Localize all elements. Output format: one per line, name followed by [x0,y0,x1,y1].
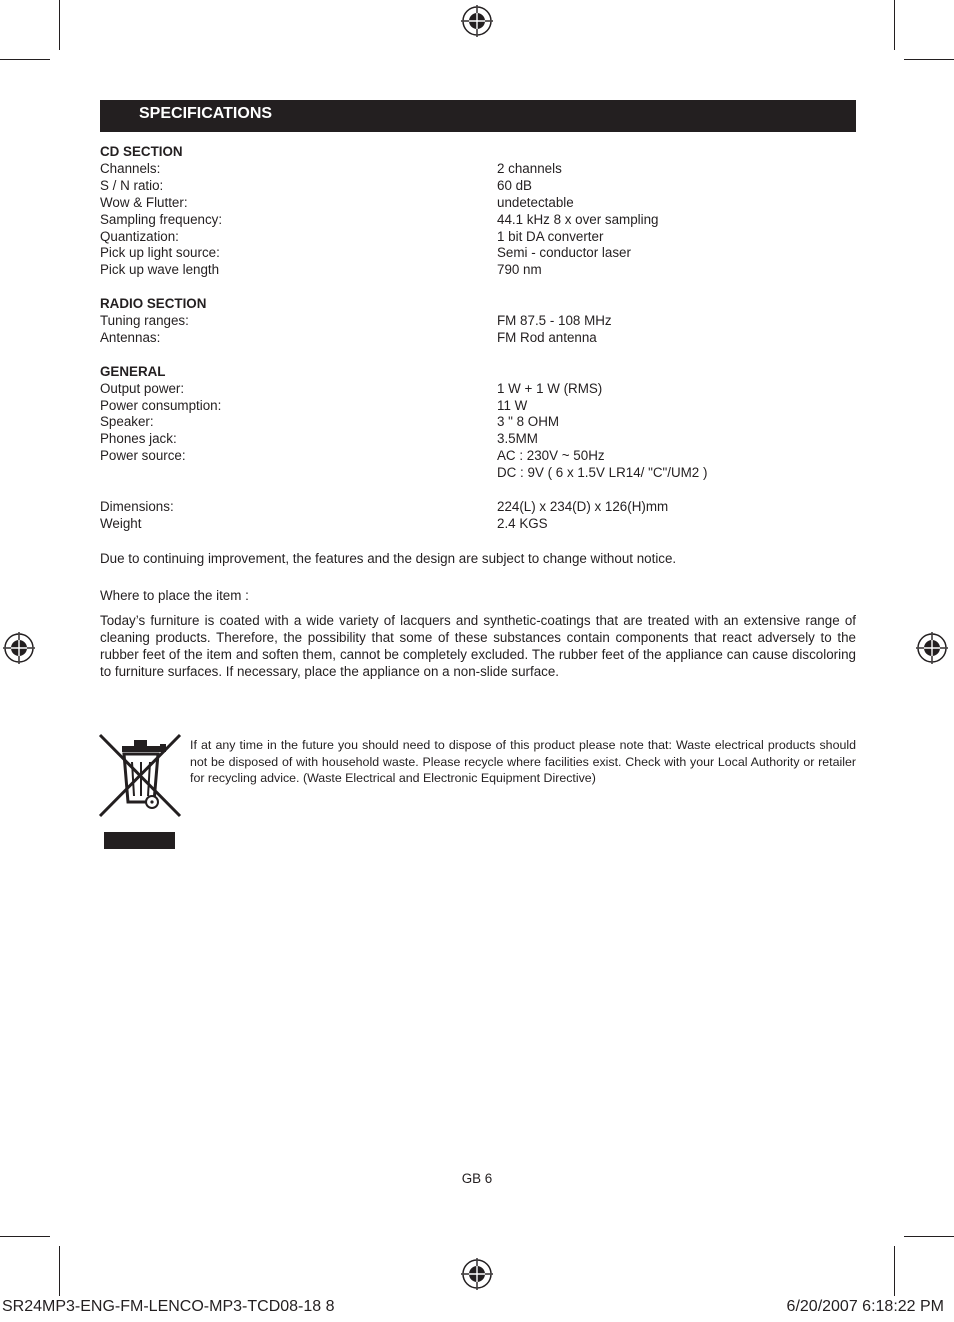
registration-mark-icon [3,632,35,664]
spec-value: FM 87.5 - 108 MHz [497,313,612,329]
specifications-list [100,144,856,533]
registration-mark-icon [461,5,493,37]
spec-label: Speaker: [100,414,154,430]
spec-value: 224(L) x 234(D) x 126(H)mm [497,498,669,514]
spec-row [100,330,856,347]
spec-value: 1 W + 1 W (RMS) [497,380,603,396]
spec-value: 60 dB [497,177,532,193]
section-header-bar [100,100,856,132]
placement-heading: Where to place the item : [100,588,249,603]
page-number: GB 6 [461,1171,493,1186]
spec-label: Tuning ranges: [100,313,189,329]
radio-section-heading: RADIO SECTION [100,296,207,312]
spec-row [100,212,856,229]
spec-label [100,465,497,482]
spec-value: 2.4 KGS [497,515,548,531]
crop-mark [0,59,50,60]
spec-value: 44.1 kHz 8 x over sampling [497,211,659,227]
spec-row [100,381,856,398]
spec-row [100,245,856,262]
change-notice: Due to continuing improvement, the features and the design are subject to change without notice. [100,551,677,566]
spec-value: Semi - conductor laser [497,245,631,261]
spec-value: 11 W [497,397,528,413]
registration-mark-icon [916,632,948,664]
spec-row [100,465,856,482]
crop-mark [904,59,954,60]
print-slug-timestamp: 6/20/2007 6:18:22 PM [786,1298,944,1315]
spec-row [100,516,856,533]
spec-label: Sampling frequency: [100,211,223,227]
cd-section-heading: CD SECTION [100,144,183,159]
spec-label: Power source: [100,448,186,464]
registration-mark-icon [461,1258,493,1290]
spec-label: Pick up light source: [100,245,220,261]
spec-label: Quantization: [100,228,179,244]
spec-label: Wow & Flutter: [100,194,188,210]
placement-paragraph: Today’s furniture is coated with a wide variety of lacquers and synthetic-coatings that are treated with an extensive range of cleaning products. Therefore, the possibility that some of these substances contain components that react adversely to the rubber feet of the item and soften them, cannot be completely excluded. The rubber feet of the appliance can cause discoloring to furniture surfaces. If necessary, place the appliance on a non-slide surface. [100,613,856,679]
spec-row [100,448,856,465]
spec-value: 790 nm [497,262,542,278]
spec-value: 3 " 8 OHM [497,414,560,430]
spec-row [100,262,856,279]
spec-row [100,195,856,212]
crop-mark [59,1246,60,1296]
spec-label: Antennas: [100,329,161,345]
spec-label: Phones jack: [100,431,177,447]
spec-label: Weight [100,515,142,531]
spec-value: undetectable [497,194,574,210]
spec-value: 2 channels [497,160,562,176]
spec-row [100,161,856,178]
crop-mark [59,0,60,50]
spec-row [100,398,856,415]
spec-row [100,229,856,246]
spec-value: AC : 230V ~ 50Hz [497,448,605,464]
spec-label: Power consumption: [100,397,222,413]
general-section-heading: GENERAL [100,363,166,379]
spec-label: Pick up wave length [100,262,220,278]
spec-value: 1 bit DA converter [497,228,604,244]
spec-row [100,178,856,195]
spec-value: FM Rod antenna [497,329,597,345]
spec-label: Channels: [100,160,161,176]
page-title: SPECIFICATIONS [139,105,273,122]
crop-mark [894,0,895,50]
spec-row [100,313,856,330]
crossed-out-wheelie-bin-icon [98,732,184,820]
spec-label: S / N ratio: [100,177,164,193]
crop-mark [904,1236,954,1237]
spec-row [100,431,856,448]
spec-value: 3.5MM [497,431,538,447]
spec-row [100,414,856,431]
spec-label: Dimensions: [100,498,174,514]
spec-row [100,499,856,516]
print-slug-file: SR24MP3-ENG-FM-LENCO-MP3-TCD08-18 8 [2,1298,335,1315]
weee-notice: If at any time in the future you should need to dispose of this product please note that: Waste electrical products should not be disposed of with household waste. Please recycle where facilities exist. Check with your Local Authority or retailer for recycling advice. (Waste Electrical and Electronic Equipment Directive) [190,738,856,785]
weee-underline-bar [104,832,175,849]
crop-mark [0,1236,50,1237]
spec-label: Output power: [100,380,185,396]
spec-value: DC : 9V ( 6 x 1.5V LR14/ "C"/UM2 ) [497,465,708,481]
crop-mark [894,1246,895,1296]
